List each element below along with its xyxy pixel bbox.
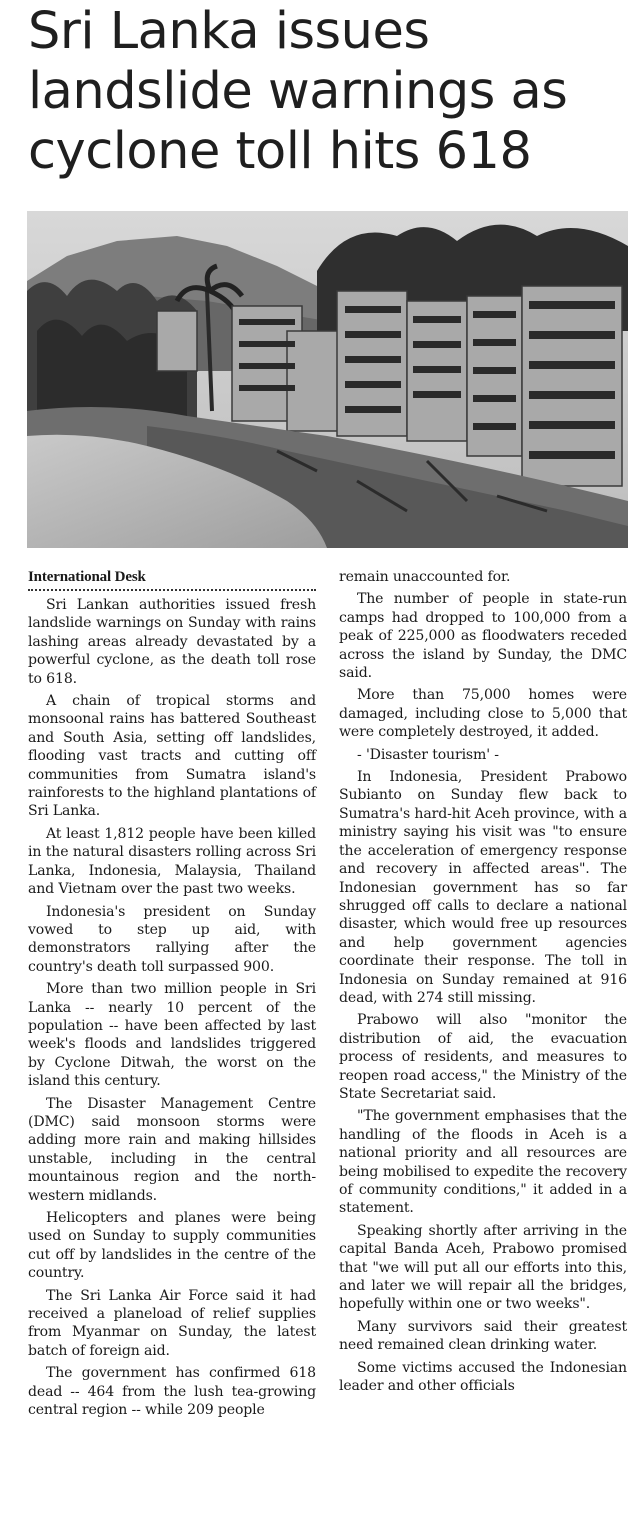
paragraph: "The government emphasises that the handling of the floods in Aceh is a national priority and all resources are being mobilised to expedite the recovery of community conditions," it added in a statement. xyxy=(339,1108,627,1217)
paragraph: remain unaccounted for. xyxy=(339,569,511,585)
paragraph: At least 1,812 people have been killed in the natural disasters rolling across Sri Lanka, Indonesia, Malaysia, Thailand and Vietnam over the past two weeks. xyxy=(28,825,316,898)
article-column-right xyxy=(339,568,627,1399)
paragraph: The number of people in state-run camps had dropped to 100,000 from a peak of 225,000 as floodwaters receded across the island by Sunday, the DMC said. xyxy=(339,591,627,682)
paragraph: A chain of tropical storms and monsoonal rains has battered Southeast and South Asia, setting off landslides, flooding vast tracts and cutting off communities from Sumatra island's rainforests to the highland plantations of Sri Lanka. xyxy=(28,693,316,820)
landslide-photo-icon xyxy=(27,211,628,548)
paragraph: More than two million people in Sri Lanka -- nearly 10 percent of the population -- have been affected by last week's floods and landslides triggered by Cyclone Ditwah, the worst on the island this century. xyxy=(28,981,316,1090)
byline: International Desk xyxy=(28,568,316,591)
news-photo xyxy=(27,211,628,548)
paragraph: Some victims accused the Indonesian leader and other officials xyxy=(339,1359,627,1395)
paragraph: More than 75,000 homes were damaged, including close to 5,000 that were completely destroyed, it added. xyxy=(339,687,627,741)
paragraph: The government has confirmed 618 dead -- 464 from the lush tea-growing central region -- while 209 people xyxy=(28,1365,316,1419)
article-column-left xyxy=(28,568,316,1423)
paragraph: Many survivors said their greatest need remained clean drinking water. xyxy=(339,1318,627,1354)
paragraph: Sri Lankan authorities issued fresh landslide warnings on Sunday with rains lashing areas already devastated by a powerful cyclone, as the death toll rose to 618. xyxy=(28,597,316,687)
subheading: - 'Disaster tourism' - xyxy=(357,746,499,763)
paragraph: The Sri Lanka Air Force said it had received a planeload of relief supplies from Myanmar on Sunday, the latest batch of foreign aid. xyxy=(28,1287,316,1359)
paragraph: Indonesia's president on Sunday vowed to step up aid, with demonstrators rallying after the country's death toll surpassed 900. xyxy=(28,903,316,975)
headline: Sri Lanka issues landslide warnings as cyclone toll hits 618 xyxy=(28,2,568,181)
paragraph: In Indonesia, President Prabowo Subianto on Sunday flew back to Sumatra's hard-hit Aceh province, with a ministry saying his visit was "to ensure the acceleration of emergency response and recovery in affected areas". The Indonesian government has so far shrugged off calls to declare a national disaster, which would free up resources and help government agencies coordinate their response. The toll in Indonesia on Sunday remained at 916 dead, with 274 still missing. xyxy=(339,769,627,1006)
paragraph: Helicopters and planes were being used on Sunday to supply communities cut off by landslides in the centre of the country. xyxy=(28,1210,316,1282)
paragraph: Prabowo will also "monitor the distribution of aid, the evacuation process of residents, and measures to reopen road access," the Ministry of the State Secretariat said. xyxy=(339,1012,627,1102)
paragraph: Speaking shortly after arriving in the capital Banda Aceh, Prabowo promised that "we will put all our efforts into this, and later we will repair all the bridges, hopefully within one or two weeks". xyxy=(339,1222,627,1313)
paragraph: The Disaster Management Centre (DMC) said monsoon storms were adding more rain and making hillsides unstable, including in the central mountainous region and the north-western midlands. xyxy=(28,1095,316,1204)
